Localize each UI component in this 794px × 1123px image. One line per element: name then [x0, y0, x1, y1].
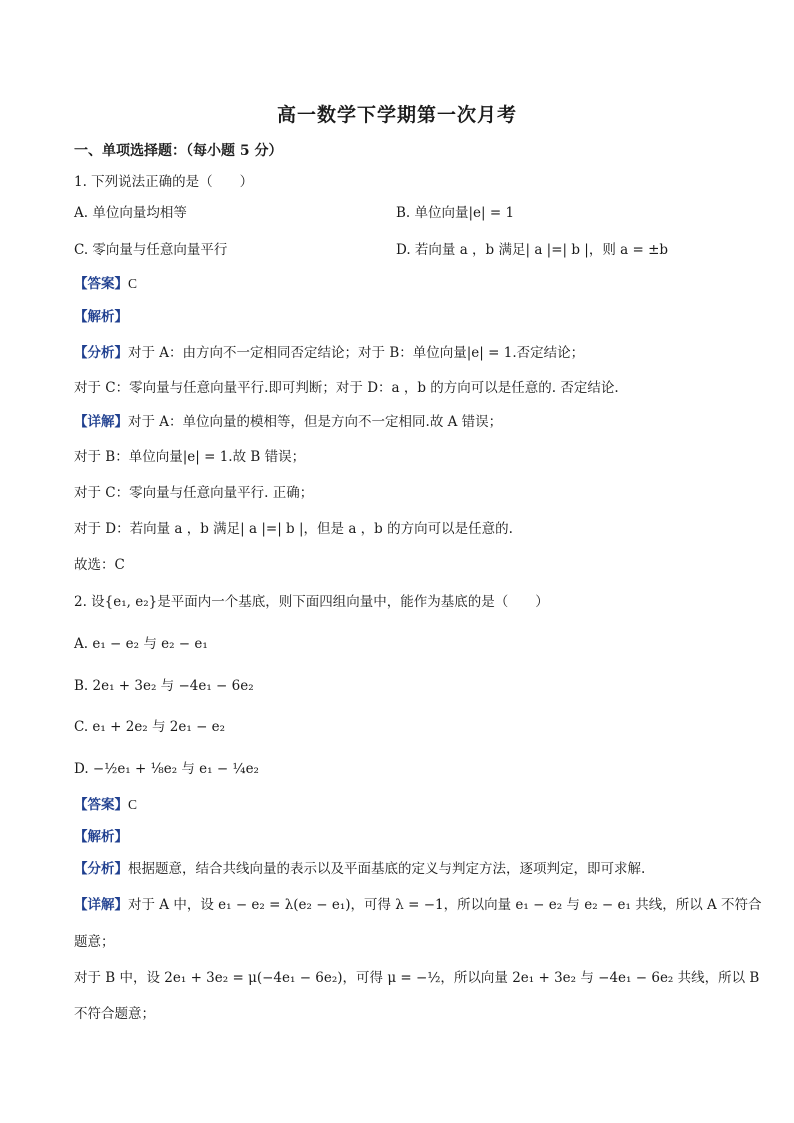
xiangjie-text: 对于 A 中，设 e₁ − e₂ = λ(e₂ − e₁)，可得 λ = −1，所以向量 e₁ − e₂ 与 e₂ − e₁ 共线，所以 A 不符合 [128, 897, 762, 913]
q1-xiangjie-line-4: 对于 D：若向量 a ，b 满足| a |=| b |，但是 a ，b 的方向可以是任意的. [74, 521, 513, 537]
q2-xiangjie-a-line-2: 题意； [74, 934, 115, 950]
page-title: 高一数学下学期第一次月考 [276, 104, 517, 126]
q2-fenxi [74, 859, 724, 879]
q2-xiangjie-b-line-1: 对于 B 中，设 2e₁ + 3e₂ = μ(−4e₁ − 6e₂)，可得 μ = −½，所以向量 2e₁ + 3e₂ 与 −4e₁ − 6e₂ 共线，所以 B [74, 970, 760, 986]
q1-answer [74, 274, 724, 294]
q1-options-row1 [74, 203, 724, 223]
q1-option-d: D. 若向量 a ，b 满足| a |=| b |，则 a = ±b [396, 242, 669, 258]
q1-stem: 1. 下列说法正确的是（ ） [74, 174, 254, 190]
analysis-tag: 【解析】 [74, 309, 128, 325]
q1-choose: 故选：C [74, 557, 125, 573]
xiangjie-text: 对于 A：单位向量的模相等，但是方向不一定相同.故 A 错误； [128, 414, 503, 430]
q2-stem: 2. 设{e₁, e₂}是平面内一个基底，则下面四组向量中，能作为基底的是（ ） [74, 594, 549, 610]
q1-option-b: B. 单位向量|e| = 1 [396, 205, 515, 221]
q1-xiangjie-line-2: 对于 B：单位向量|e| = 1.故 B 错误； [74, 449, 306, 465]
q2-option-a: A. e₁ − e₂ 与 e₂ − e₁ [74, 636, 208, 652]
fenxi-tag: 【分析】 [74, 345, 128, 361]
q1-xiangjie-line-3: 对于 C：零向量与任意向量平行. 正确； [74, 485, 314, 501]
answer-value: C [128, 797, 138, 812]
q1-xiangjie-line-1 [74, 412, 724, 432]
q1-options-row2 [74, 240, 724, 260]
xiangjie-tag: 【详解】 [74, 897, 128, 913]
q1-option-a: A. 单位向量均相等 [74, 205, 187, 221]
q2-answer [74, 795, 724, 815]
analysis-tag: 【解析】 [74, 829, 128, 845]
answer-tag: 【答案】 [74, 797, 128, 813]
fenxi-tag: 【分析】 [74, 861, 128, 877]
q2-option-d: D. −½e₁ + ⅛e₂ 与 e₁ − ¼e₂ [74, 761, 259, 777]
q1-fenxi-line-1 [74, 343, 724, 363]
q2-option-b: B. 2e₁ + 3e₂ 与 −4e₁ − 6e₂ [74, 678, 254, 694]
fenxi-text: 对于 A：由方向不一定相同否定结论；对于 B：单位向量|e| = 1.否定结论； [128, 345, 585, 361]
q2-option-c: C. e₁ + 2e₂ 与 2e₁ − e₂ [74, 719, 226, 735]
q1-analysis-heading [74, 307, 724, 327]
fenxi-text: 根据题意，结合共线向量的表示以及平面基底的定义与判定方法，逐项判定，即可求解. [128, 861, 646, 877]
answer-tag: 【答案】 [74, 276, 128, 292]
xiangjie-tag: 【详解】 [74, 414, 128, 430]
q2-analysis-heading [74, 827, 724, 847]
q1-fenxi-line-2: 对于 C：零向量与任意向量平行.即可判断；对于 D：a ，b 的方向可以是任意的. 否定结论. [74, 380, 619, 396]
section-heading: 一、单项选择题：（每小题 5 分） [74, 143, 283, 159]
q1-option-c: C. 零向量与任意向量平行 [74, 242, 228, 258]
q2-xiangjie-b-line-2: 不符合题意； [74, 1006, 155, 1022]
q2-xiangjie-a-line-1 [74, 895, 762, 915]
answer-value: C [128, 276, 138, 291]
